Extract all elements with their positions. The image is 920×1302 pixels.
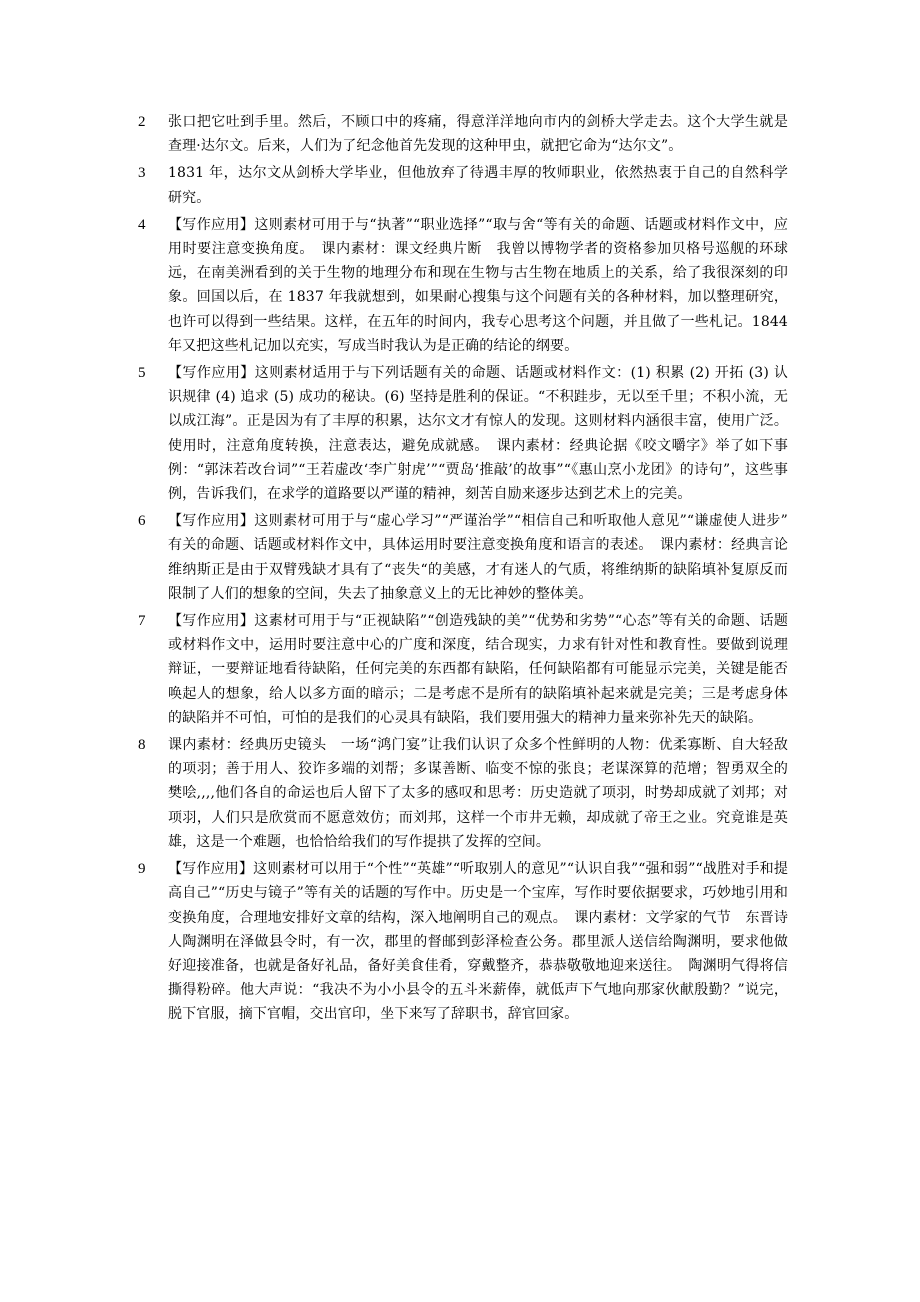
numbered-paragraph-6 xyxy=(138,509,803,606)
numbered-paragraph-5 xyxy=(138,361,788,506)
numbered-paragraph-7 xyxy=(138,609,788,730)
paragraph-number: 6 xyxy=(138,513,146,530)
document-body xyxy=(138,110,803,1030)
paragraph-text: 张口把它吐到手里。然后，不顾口中的疼痛，得意洋洋地向市内的剑桥大学走去。这个大学生就是查理·达尔文。后来，人们为了纪念他首先发现的这种甲虫，就把它命为“达尔文”。 xyxy=(168,114,788,155)
paragraph-text: 【写作应用】这则素材适用于与下列话题有关的命题、话题或材料作文：(1) 积累 (2) 开拓 (3) 认识规律 (4) 追求 (5) 成功的秘诀。(6) 坚持是胜利的保证。“不积跬步，无以至千里；不积小流，无以成江海”。正是因为有了丰厚的积累，达尔文才有惊人的发现。这则材料内涵很丰富，使用广泛。使用时，注意角度转换，注意表达，避免成就感。 课内素材：经典论据《咬文嚼字》举了如下事例：“郭沫若改台词”“王若虚改‘李广射虎’”“贾岛‘推敲’的故事”“《惠山烹小龙团》的诗句”，这些事例，告诉我们，在求学的道路要以严谨的精神，刻苦自励来逐步达到艺术上的完美。 xyxy=(168,365,788,503)
numbered-paragraph-9 xyxy=(138,857,788,1026)
paragraph-text: 【写作应用】这则素材可用于与“执著”“职业选择”“取与舍“等有关的命题、话题或材料作文中，应用时要注意变换角度。 课内素材：课文经典片断 我曾以博物学者的资格参加贝格号巡舰的环球远，在南美洲看到的关于生物的地理分布和现在生物与古生物在地质上的关系，给了我很深刻的印象。回国以后，在 1837 年我就想到，如果耐心搜集与这个问题有关的各种材料，加以整理研究，也许可以得到一些结果。这样，在五年的时间内，我专心思考这个问题，并且做了一些札记。1844 年又把这些札记加以充实，写成当时我认为是正确的结论的纲要。 xyxy=(168,216,788,354)
paragraph-text: 1831 年，达尔文从剑桥大学毕业，但他放弃了待遇丰厚的牧师职业，依然热衷于自己的自然科学研究。 xyxy=(168,165,788,206)
paragraph-number: 5 xyxy=(138,365,146,382)
paragraph-text: 【写作应用】这则素材可以用于“个性”“英雄”“听取别人的意见”“认识自我”“强和弱”“战胜对手和提高自己”“历史与镜子”等有关的话题的写作中。历史是一个宝库，写作时要依据要求，巧妙地引用和变换角度，合理地安排好文章的结构，深入地阐明自己的观点。 课内素材：文学家的气节 东晋诗人陶渊明在泽做县令时，有一次，郡里的督邮到彭泽检查公务。郡里派人送信给陶渊明，要求他做好迎接准备，也就是备好礼品，备好美食佳肴，穿戴整齐，恭恭敬敬地迎来送往。 陶渊明气得将信撕得粉碎。他大声说：“我决不为小小县令的五斗米薪俸，就低声下气地向那家伙献殷勤？”说完，脱下官服，摘下官帽，交出官印，坐下来写了辞职书，辞官回家。 xyxy=(168,861,788,1023)
numbered-paragraph-8 xyxy=(138,733,788,854)
numbered-paragraph-2 xyxy=(138,110,788,158)
numbered-paragraph-3 xyxy=(138,161,788,209)
paragraph-number: 8 xyxy=(138,737,146,754)
paragraph-number: 4 xyxy=(138,216,146,233)
paragraph-number: 9 xyxy=(138,861,146,878)
paragraph-number: 2 xyxy=(138,114,146,130)
paragraph-text: 课内素材：经典历史镜头 一场“鸿门宴”让我们认识了众多个性鲜明的人物：优柔寡断、自大轻敌的项羽；善于用人、狡诈多端的刘帮；多谋善断、临变不惊的张良；老谋深算的范增；智勇双全的樊哙,,,,他们各自的命运也后人留下了太多的感叹和思考：历史造就了项羽，时势却成就了刘邦；对项羽，人们只是欣赏而不愿意效仿；而刘邦，这样一个市井无赖，却成就了帝王之业。究竟谁是英雄，这是一个难题，也恰恰给我们的写作提拱了发挥的空间。 xyxy=(168,737,788,850)
paragraph-text: 【写作应用】这则素材可用于与“虚心学习”“严谨治学”“相信自己和听取他人意见”“谦虚使人进步” 有关的命题、话题或材料作文中，具体运用时要注意变换角度和语言的表述。 课内素材：经典言论 维纳斯正是由于双臂残缺才具有了“丧失“的美感，才有迷人的气质，将维纳斯的缺陷填补复原反而限制了人们的想象的空间，失去了抽象意义上的无比神妙的整体美。 xyxy=(168,513,803,602)
paragraph-number: 7 xyxy=(138,613,146,630)
paragraph-number: 3 xyxy=(138,165,146,182)
paragraph-text: 【写作应用】这素材可用于与“正视缺陷”“创造残缺的美”“优势和劣势”“心态”等有关的命题、话题或材料作文中，运用时要注意中心的广度和深度，结合现实，力求有针对性和教育性。要做到说理辩证，一要辩证地看待缺陷，任何完美的东西都有缺陷，任何缺陷都有可能显示完美，关键是能否唤起人的想象，给人以多方面的暗示；二是考虑不是所有的缺陷填补起来就是完美；三是考虑身体的缺陷并不可怕，可怕的是我们的心灵具有缺陷，我们要用强大的精神力量来弥补先天的缺陷。 xyxy=(168,613,788,726)
numbered-paragraph-4 xyxy=(138,213,788,358)
